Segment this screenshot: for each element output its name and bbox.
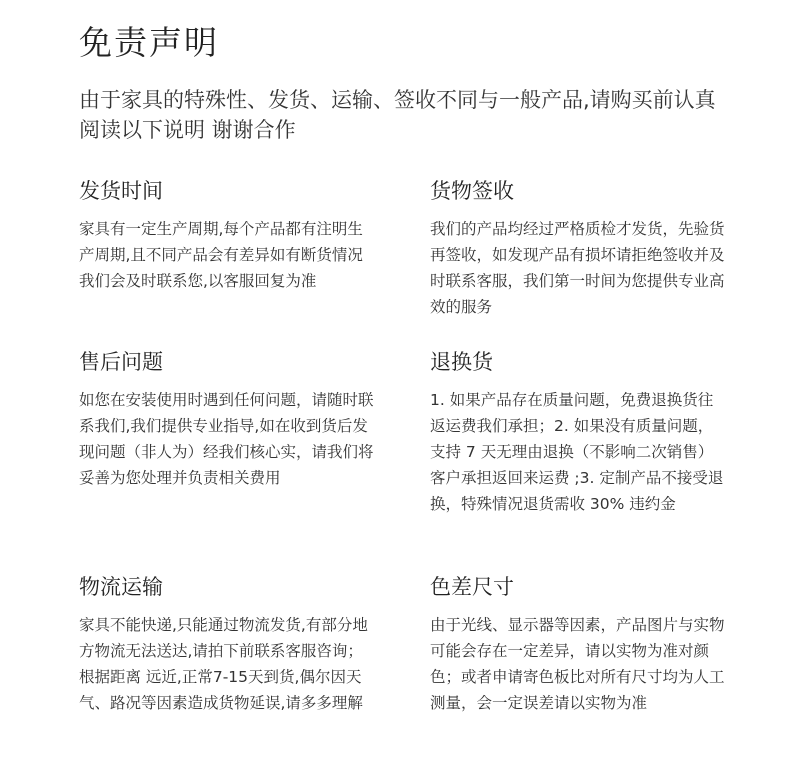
section-heading: 物流运输 — [79, 575, 163, 599]
section-body: 我们的产品均经过严格质检才发货，先验货再签收，如发现产品有损坏请拒绝签收并及时联系客服，我们第一时间为您提供专业高效的服务 — [430, 220, 725, 316]
section-logistics — [79, 574, 374, 716]
page-title: 免责声明 — [79, 23, 219, 62]
section-heading: 货物签收 — [430, 179, 514, 203]
section-after-sales — [79, 349, 374, 491]
intro-text: 由于家具的特殊性、发货、运输、签收不同与一般产品,请购买前认真阅读以下说明 谢谢合作 — [79, 88, 716, 142]
section-body: 1. 如果产品存在质量问题，免费退换货往返运费我们承担；2. 如果没有质量问题，支持 7 天无理由退换（不影响二次销售）客户承担返回来运费 ;3. 定制产品不接受退换，特殊情况退货需收 30% 违约金 — [430, 391, 724, 513]
section-heading: 发货时间 — [79, 179, 163, 203]
section-color-size — [430, 574, 725, 716]
section-shipping-time — [79, 178, 374, 294]
section-heading: 售后问题 — [79, 350, 163, 374]
section-heading: 退换货 — [430, 350, 493, 374]
section-returns — [430, 349, 725, 517]
section-body: 家具有一定生产周期,每个产品都有注明生产周期,且不同产品会有差异如有断货情况我们会及时联系您,以客服回复为准 — [79, 220, 363, 290]
section-body: 由于光线、显示器等因素，产品图片与实物可能会存在一定差异，请以实物为准对颜色；或者申请寄色板比对所有尺寸均为人工测量，会一定误差请以实物为准 — [430, 616, 725, 712]
section-goods-receipt — [430, 178, 725, 320]
section-body: 家具不能快递,只能通过物流发货,有部分地方物流无法送达,请拍下前联系客服咨询；根据距离 远近,正常7-15天到货,偶尔因天气、路况等因素造成货物延误,请多多理解 — [79, 616, 368, 712]
section-body: 如您在安装使用时遇到任何问题，请随时联系我们,我们提供专业指导,如在收到货后发现问题（非人为）经我们核心实，请我们将妥善为您处理并负责相关费用 — [79, 391, 374, 487]
section-heading: 色差尺寸 — [430, 575, 514, 599]
